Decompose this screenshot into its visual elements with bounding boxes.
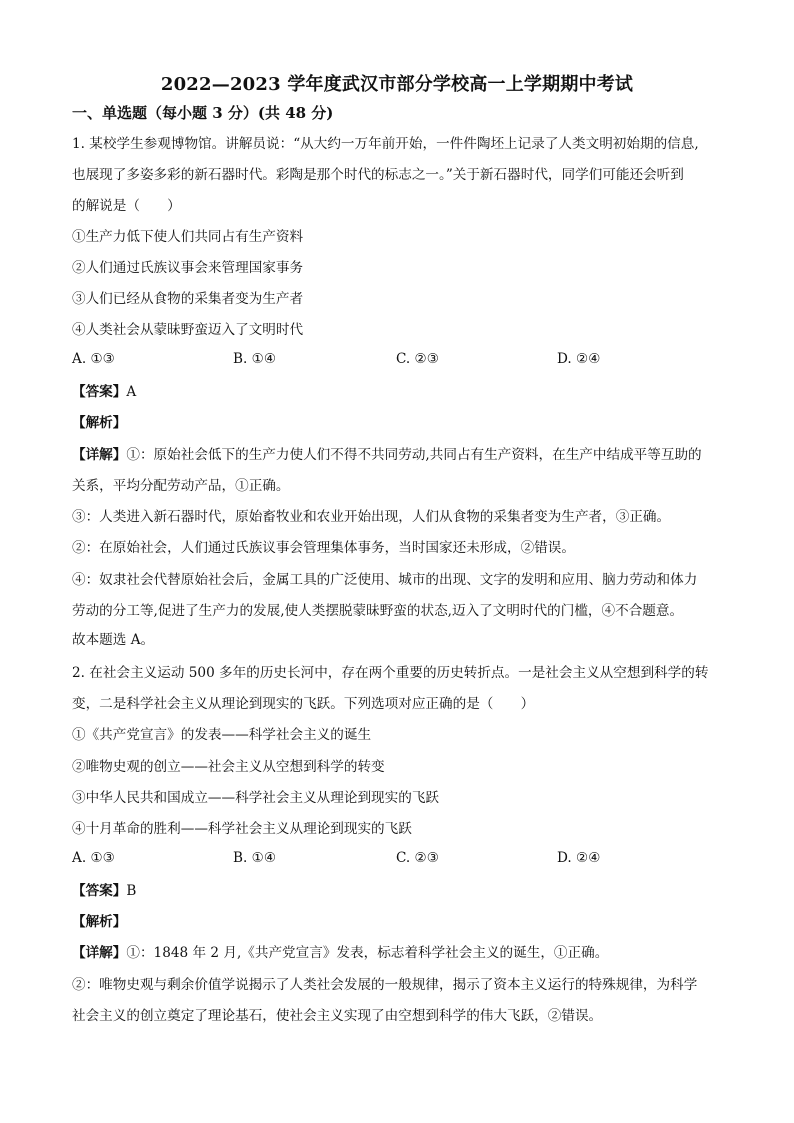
page-title: 2022—2023 学年度武汉市部分学校高一上学期期中考试 xyxy=(160,74,634,95)
q1-answer xyxy=(72,382,732,402)
q1-detail-line: 故本题选 A。 xyxy=(72,632,155,648)
q1-option-c: C. ②③ xyxy=(396,351,439,367)
detail-label: 【详解】 xyxy=(72,447,127,463)
q1-detail-line: 劳动的分工等,促进了生产力的发展,使人类摆脱蒙昧野蛮的状态,迈入了文明时代的门槛，④不合题意。 xyxy=(72,603,684,619)
answer-label: 【答案】 xyxy=(72,384,127,400)
detail-text: ①：1848 年 2 月,《共产党宣言》发表，标志着科学社会主义的诞生，①正确。 xyxy=(126,945,609,961)
analysis-label: 【解析】 xyxy=(72,415,127,431)
detail-text: ①：原始社会低下的生产力使人们不得不共同劳动,共同占有生产资料，在生产中结成平等互助的 xyxy=(126,447,702,463)
q1-option-b: B. ①④ xyxy=(233,351,277,367)
q2-statement: ①《共产党宣言》的发表——科学社会主义的诞生 xyxy=(72,727,372,743)
q1-statement: ①生产力低下使人们共同占有生产资料 xyxy=(72,229,304,245)
answer-value: A xyxy=(126,384,137,400)
q1-statement: ②人们通过氏族议事会来管理国家事务 xyxy=(72,260,304,276)
q2-statement: ③中华人民共和国成立——科学社会主义从理论到现实的飞跃 xyxy=(72,790,440,806)
q1-analysis-label xyxy=(72,413,732,433)
q1-detail-line: ③：人类进入新石器时代，原始畜牧业和农业开始出现，人们从食物的采集者变为生产者，③正确。 xyxy=(72,509,671,525)
q1-detail-line: 关系，平均分配劳动产品，①正确。 xyxy=(72,478,290,494)
q2-detail-line: 社会主义的创立奠定了理论基石，使社会主义实现了由空想到科学的伟大飞跃，②错误。 xyxy=(72,1008,603,1024)
q2-detail-line xyxy=(72,943,732,963)
q2-stem-line: 2. 在社会主义运动 500 多年的历史长河中，存在两个重要的历史转折点。一是社会主义从空想到科学的转 xyxy=(72,665,709,681)
q1-detail-line xyxy=(72,445,732,465)
q2-statement: ②唯物史观的创立——社会主义从空想到科学的转变 xyxy=(72,759,385,775)
q2-option-b: B. ①④ xyxy=(233,850,277,866)
q2-option-a: A. ①③ xyxy=(72,850,115,866)
q1-detail-line: ④：奴隶社会代替原始社会后，金属工具的广泛使用、城市的出现、文字的发明和应用、脑力劳动和体力 xyxy=(72,572,698,588)
section-heading: 一、单选题（每小题 3 分）(共 48 分) xyxy=(72,104,334,122)
detail-label: 【详解】 xyxy=(72,945,127,961)
q1-statement: ③人们已经从食物的采集者变为生产者 xyxy=(72,291,304,307)
q1-option-a: A. ①③ xyxy=(72,351,115,367)
q1-option-d: D. ②④ xyxy=(557,351,601,367)
q2-analysis-label xyxy=(72,912,732,932)
q2-option-c: C. ②③ xyxy=(396,850,439,866)
q1-stem-line: 也展现了多姿多彩的新石器时代。彩陶是那个时代的标志之一。”关于新石器时代，同学们可能还会听到 xyxy=(72,167,684,183)
answer-value: B xyxy=(126,883,137,899)
q2-answer xyxy=(72,881,732,901)
q1-statement: ④人类社会从蒙昧野蛮迈入了文明时代 xyxy=(72,322,304,338)
q2-detail-line: ②：唯物史观与剩余价值学说揭示了人类社会发展的一般规律，揭示了资本主义运行的特殊规律，为科学 xyxy=(72,977,698,993)
answer-label: 【答案】 xyxy=(72,883,127,899)
analysis-label: 【解析】 xyxy=(72,914,127,930)
q2-option-d: D. ②④ xyxy=(557,850,601,866)
q2-statement: ④十月革命的胜利——科学社会主义从理论到现实的飞跃 xyxy=(72,821,412,837)
q1-stem-line: 1. 某校学生参观博物馆。讲解员说：“从大约一万年前开始，一件件陶坯上记录了人类文明初始期的信息, xyxy=(72,136,699,152)
q1-detail-line: ②：在原始社会，人们通过氏族议事会管理集体事务，当时国家还未形成，②错误。 xyxy=(72,540,575,556)
q2-stem-line: 变，二是科学社会主义从理论到现实的飞跃。下列选项对应正确的是（ ） xyxy=(72,696,535,712)
q1-stem-line: 的解说是（ ） xyxy=(72,198,181,214)
